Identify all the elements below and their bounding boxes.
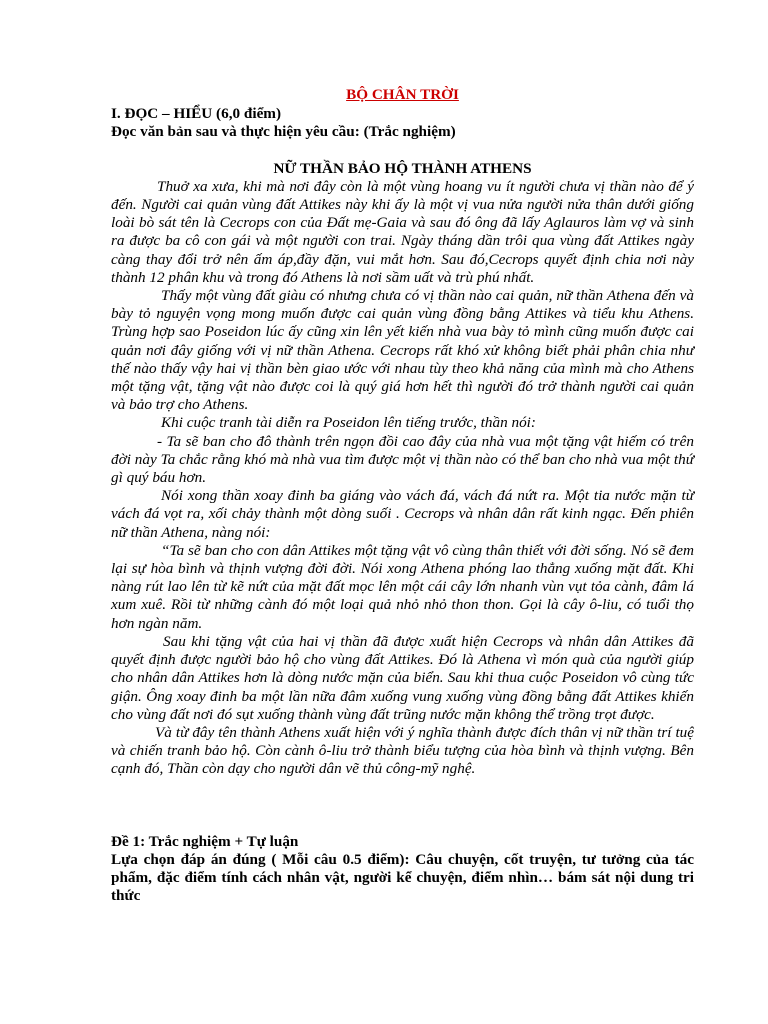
story-paragraph: Thuở xa xưa, khi mà nơi đây còn là một vùng hoang vu ít người chưa vị thần nào để ý đến. Người cai quản vùng đất Attikes này khi ấy là một vị vua nửa người nửa thân dưới giống loài bò sát tên là Cecrops con của Đất mẹ-Gaia và sau đó ông đã lấy Aglauros làm vợ và sinh ra được ba cô con gái và một người con trai. Ngày tháng dần trôi qua vùng đất Attikes ngày càng thay đổi trở nên ấm áp,đầy đặn, vui mắt hơn. Sau đó,Cecrops quyết định chia nơi này thành 12 phân khu và trong đó Athens là nơi sầm uất và trù phú nhất. [111,177,694,286]
exam-title: Đề 1: Trắc nghiệm + Tự luận [111,832,299,850]
reading-instruction: Đọc văn bản sau và thực hiện yêu cầu: (Trắc nghiệm) [111,123,456,141]
story-paragraph: Thấy một vùng đất giàu có nhưng chưa có vị thần nào cai quản, nữ thần Athena đến và bày tỏ nguyện vọng mong muốn được cai quản vùng đồng bằng Attikes và tiểu khu Athens. Trùng hợp sao Poseidon lúc ấy cũng xin lên yết kiến nhà vua bày tỏ mình cũng muốn được cai quản nơi đây giống với vị nữ thần Athena. Cecrops rất khó xử không biết phải phân chia như thế nào thấy vậy hai vị thần bèn giao ước với nhau tùy theo khả năng của mình mà cho Athens một tặng vật, tặng vật nào được coi là quý giá hơn hết thì người đó trở thành người cai quản và bảo trợ cho Athens. [111,287,694,414]
story-paragraph: Nói xong thần xoay đinh ba giáng vào vách đá, vách đá nứt ra. Một tia nước mặn từ vách đá vọt ra, xối chảy thành một dòng suối . Cecrops và nhân dân rất kinh ngạc. Đến phiên nữ thần Athena, nàng nói: [111,487,694,541]
document-header-title: BỘ CHÂN TRỜI [346,86,459,103]
story-paragraph: “Ta sẽ ban cho con dân Attikes một tặng vật vô cùng thân thiết với đời sống. Nó sẽ đem lại sự hòa bình và thịnh vượng đời đời. Nói xong Athena phóng lao thẳng xuống mặt đất. Khi nàng rút lao lên từ kẽ nứt của mặt đất mọc lên một cái cây lớn nhanh vùn vụt tỏa cành, đâm lá xum xuê. Rồi từ những cành đó một loại quả nhỏ nhỏ thon thon. Gọi là cây ô-liu, có tuổi thọ hơn ngàn năm. [111,541,694,632]
section-heading: I. ĐỌC – HIỂU (6,0 điểm) [111,105,282,123]
story-paragraph: - Ta sẽ ban cho đô thành trên ngọn đồi cao đây của nhà vua một tặng vật hiếm có trên đời này Ta chắc rằng khó mà nhà vua tìm được một vị thần nào có thể ban cho nhà vua một thứ gì quý báu hơn. [111,432,694,487]
story-paragraph: Khi cuộc tranh tài diễn ra Poseidon lên tiếng trước, thần nói: [161,414,536,432]
exam-instruction: Lựa chọn đáp án đúng ( Mỗi câu 0.5 điểm): Câu chuyện, cốt truyện, tư tưởng của tác phẩm, đặc điểm tính cách nhân vật, người kể chuyện, điểm nhìn… bám sát nội dung tri thức [111,850,694,905]
story-paragraph: Sau khi tặng vật của hai vị thần đã được xuất hiện Cecrops và nhân dân Attikes đã quyết định được người bảo hộ cho vùng đất Attikes. Đó là Athena vì món quà của người giúp cho nhân dân Attikes hơn là dòng nước mặn của biển. Sau khi thua cuộc Poseidon vô cùng tức giận. Ông xoay đinh ba một lần nữa đâm xuống vung xuống vùng đồng bằng đất Attikes khiến cho vùng đất nơi đó sụt xuống thành vùng đất trũng nước mặn không thể trồng trọt được. [111,632,694,723]
story-title: NỮ THẦN BẢO HỘ THÀNH ATHENS [273,159,532,177]
story-paragraph: Và từ đây tên thành Athens xuất hiện với ý nghĩa thành được đích thân vị nữ thần trí tuệ và chiến tranh bảo hộ. Còn cành ô-liu trở thành biểu tượng của hòa bình và thịnh vượng. Bên cạnh đó, Thần còn dạy cho người dân vẽ thủ công-mỹ nghệ. [111,723,694,778]
spacer [111,779,694,833]
